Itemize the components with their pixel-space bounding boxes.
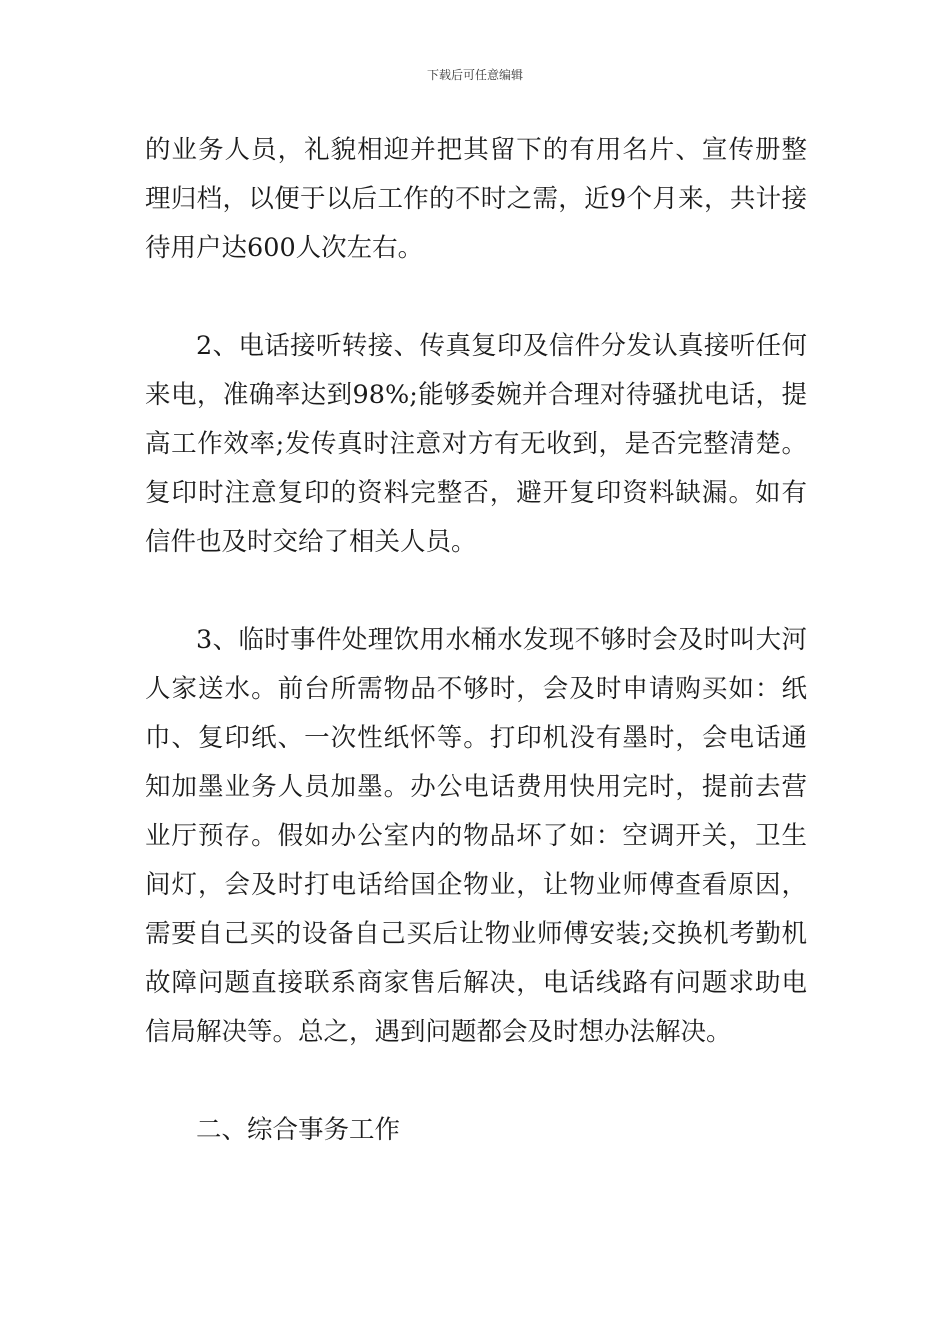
paragraph-temporary-events: 3、临时事件处理饮用水桶水发现不够时会及时叫大河人家送水。前台所需物品不够时，会及时申请购买如：纸巾、复印纸、一次性纸怀等。打印机没有墨时，会电话通知加墨业务人员加墨。办公电话费用快用完时，提前去营业厅预存。假如办公室内的物品坏了如：空调开关，卫生间灯，会及时打电话给国企物业，让物业师傅查看原因，需要自己买的设备自己买后让物业师傅安装;交换机考勤机故障问题直接联系商家售后解决，电话线路有问题求助电信局解决等。总之，遇到问题都会及时想办法解决。 [145,625,807,1047]
paragraph-gap [145,567,807,616]
document-body [145,126,807,1155]
section-heading: 二、综合事务工作 [196,1115,401,1145]
paragraph-phone-fax: 2、电话接听转接、传真复印及信件分发认真接听任何来电，准确率达到98%;能够委婉并合理对待骚扰电话，提高工作效率;发传真时注意对方有无收到，是否完整清楚。复印时注意复印的资料完整否，避开复印资料缺漏。如有信件也及时交给了相关人员。 [145,331,807,557]
page-header: 下载后可任意编辑 [426,68,523,82]
paragraph-continuation: 的业务人员，礼貌相迎并把其留下的有用名片、宣传册整理归档，以便于以后工作的不时之需，近9个月来，共计接待用户达600人次左右。 [145,135,807,263]
paragraph-gap [145,273,807,322]
paragraph-gap [145,1057,807,1106]
